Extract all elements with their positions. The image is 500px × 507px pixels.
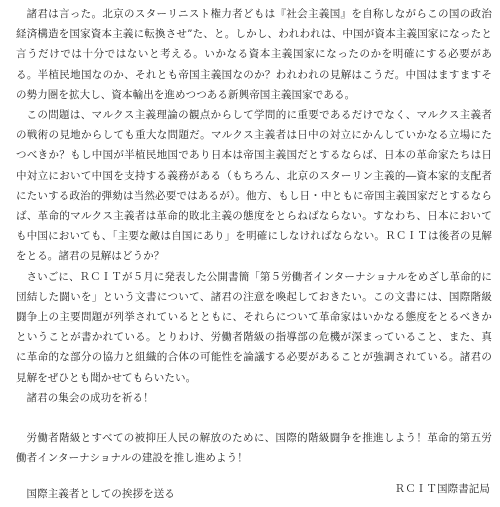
paragraph-state-capitalism: 諸君は言った。北京のスターリニスト権力者どもは『社会主義国』を自称しながらこの国の政治経済構造を国家資本主義に転換させ”た、と。しかし、われわれは、中国が資本主義国家になったと言うだけでは十分ではないと考える。いかなる資本主義国家になったのかを明確にする必要がある。半植民地国なのか、それとも帝国主義国なのか？われわれの見解はこうだ。中国はますますその勢力圏を拡大し、資本輸出を進めつつある新興帝国主義国家である。	[16, 8, 492, 101]
paragraph-open-letter: さいごに、ＲＣＩＴが５月に発表した公開書簡「第５労働者インターナショナルをめざし革命的に団結した闘いを」という文書について、諸君の注意を喚起しておきたい。この文書には、国際階級闘争上の主要問題が列挙されているとともに、それらについて革命家はいかなる態度をとるべきかということが書かれている。とりわけ、労働者階級の指導部の危機が深まっていること、また、真に革命的な部分の協力と組織的合体の可能性を論議する必要があることが強調されている。諸君の見解をぜひとも聞かせてもらいたい。	[16, 270, 492, 384]
spacer	[16, 408, 492, 428]
signature: ＲＣＩＴ国際書記局	[394, 482, 490, 495]
paragraph-slogan: 労働者階級とすべての被抑圧人民の解放のために、国際的階級闘争を推進しよう！革命的第五労働者インターナショナルの建設を推し進めよう！	[16, 432, 492, 465]
paragraph-tactics: この問題は、マルクス主義理論の観点からして学問的に重要であるだけでなく、マルクス主義者の戦術の見地からしても重大な問題だ。マルクス主義者は日中の対立にかんしていかなる立場にたつべきか？もし中国が半植民地国であり日本は帝国主義国だとするならば、日本の革命家たちは日中対立において中国を支持する義務がある（もちろん、北京のスターリン主義的―資本家的支配者にたいする政治的弾劾は当然必要ではあるが）。他方、もし日・中ともに帝国主義国家だとするならば、革命的マルクス主義者は革命的敗北主義の態度をとらねばならない。すなわち、日本においても中国においても、「主要な敵は自国にあり」を明確にしなければならない。ＲＣＩＴは後者の見解をとる。諸君の見解はどうか？	[16, 109, 492, 263]
paragraph-wish-success: 諸君の集会の成功を祈る！	[26, 391, 154, 404]
paragraph-greeting: 国際主義者としての挨拶を送る	[26, 488, 175, 501]
